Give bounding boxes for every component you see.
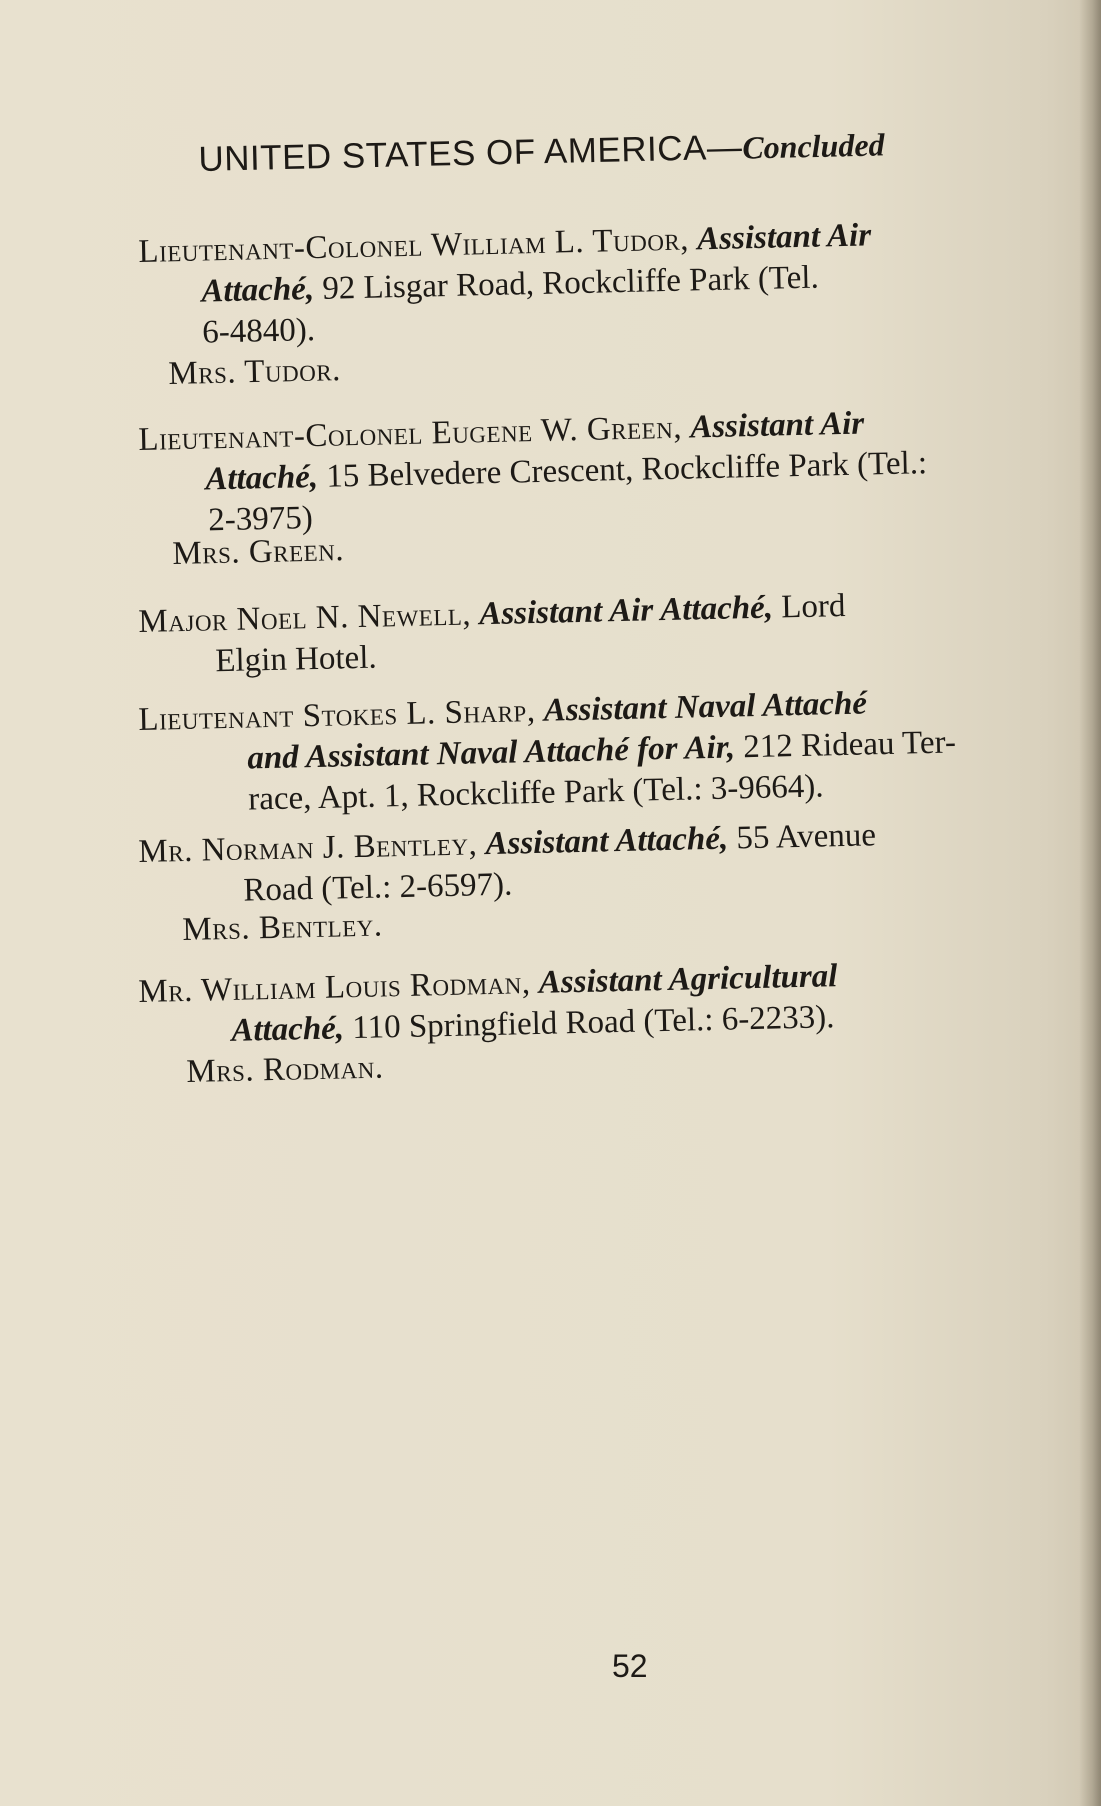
entry-name: Lieutenant-Colonel William L. Tudor,	[138, 221, 690, 270]
entry-title-cont: and Assistant Naval Attaché for Air,	[246, 729, 736, 777]
entry-title-cont: Attaché,	[204, 458, 319, 498]
entry-name: Major Noel N. Newell,	[138, 596, 472, 640]
spouse-name: Mrs. Tudor.	[168, 352, 342, 392]
entry-address: 92 Lisgar Road, Rockcliffe Park (Tel.	[313, 259, 820, 308]
entry-address: 212 Rideau Ter-	[734, 724, 957, 766]
directory-entry	[138, 211, 1051, 355]
entry-address: 110 Springfield Road (Tel.: 6-2233).	[343, 999, 835, 1047]
spouse-name: Mrs. Green.	[172, 532, 345, 572]
entry-title: Assistant Agricultural	[538, 958, 838, 1001]
entry-title: Assistant Air	[696, 217, 872, 258]
entry-address: 15 Belvedere Crescent, Rockcliffe Park (Tel.:	[317, 445, 928, 495]
entry-name: Mr. William Louis Rodman,	[138, 965, 531, 1010]
entry-title-cont: Attaché,	[230, 1010, 345, 1049]
heading-sub: Concluded	[741, 126, 885, 166]
entry-title-cont: Attaché,	[200, 271, 315, 310]
entry-title: Assistant Naval Attaché	[543, 685, 868, 729]
page-number: 52	[612, 1648, 648, 1684]
entry-name: Lieutenant-Colonel Eugene W. Green,	[138, 409, 683, 458]
page-edge-shadow	[1079, 0, 1101, 1806]
entry-address: 55 Avenue	[727, 817, 877, 857]
entry-name: Mr. Norman J. Bentley,	[138, 826, 478, 870]
entry-title: Assistant Air Attaché,	[478, 589, 774, 633]
entry-address-cont: 6-4840).	[201, 312, 316, 351]
entry-address: Lord	[772, 587, 846, 626]
heading-main: UNITED STATES OF AMERICA—	[198, 127, 743, 179]
spouse-name: Mrs. Bentley.	[182, 907, 383, 948]
entry-title: Assistant Air	[689, 405, 865, 446]
entry-name: Lieutenant Stokes L. Sharp,	[138, 692, 536, 738]
spouse-name: Mrs. Rodman.	[186, 1049, 384, 1090]
directory-entry	[138, 399, 1051, 543]
directory-entry	[138, 679, 1051, 823]
entry-address-cont: Road (Tel.: 2-6597).	[242, 866, 513, 909]
entry-address-cont: 2-3975)	[207, 500, 314, 539]
entry-address-cont: Elgin Hotel.	[214, 639, 378, 680]
entry-title: Assistant Attaché,	[485, 820, 729, 863]
entry-address-cont: race, Apt. 1, Rockcliffe Park (Tel.: 3-9664).	[247, 768, 824, 818]
